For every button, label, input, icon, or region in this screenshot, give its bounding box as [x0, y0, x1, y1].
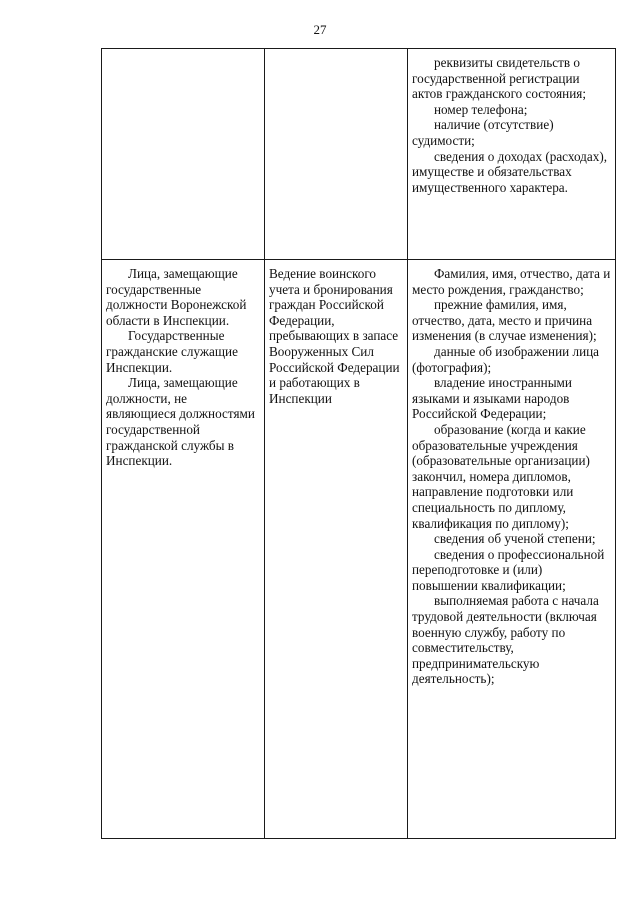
data-item: наличие (отсутствие) судимости;	[412, 117, 554, 148]
table-cell-purpose	[265, 260, 408, 839]
table-cell-purpose	[265, 49, 408, 260]
data-item: номер телефона;	[434, 101, 528, 117]
data-item: образование (когда и какие образовательные учреждения (образовательные организации) закончил, номера дипломов, направление подготовки или специальность по диплому, квалификация по диплому);	[412, 421, 590, 531]
subject-item: Лица, замещающие должности, не являющиеся должностями государственной гражданской службы в Инспекции.	[106, 375, 255, 469]
data-item: реквизиты свидетельств о государственной регистрации актов гражданского состояния;	[412, 55, 587, 102]
subject-item: Государственные гражданские служащие Инспекции.	[106, 328, 238, 375]
page-number: 27	[313, 22, 327, 37]
table-cell-subjects	[102, 49, 265, 260]
table-cell-subjects	[102, 260, 265, 839]
subject-item: Лица, замещающие государственные должности Воронежской области в Инспекции.	[106, 266, 247, 328]
data-item: выполняемая работа с начала трудовой деятельности (включая военную службу, работу по совместительству, предпринимательскую деятельность);	[412, 593, 599, 687]
data-item: прежние фамилия, имя, отчество, дата, место и причина изменения (в случае изменения);	[412, 297, 597, 344]
purpose-text: Ведение воинского учета и бронирования граждан Российской Федерации, пребывающих в запасе Вооруженных Сил Российской Федерации и работающих в Инспекции	[269, 266, 400, 406]
data-item: данные об изображении лица (фотография);	[412, 343, 600, 375]
data-item: сведения о профессиональной переподготовке и (или) повышении квалификации;	[412, 546, 605, 593]
table-row	[102, 260, 616, 839]
table-row	[102, 49, 616, 260]
table-cell-data-list	[408, 49, 616, 260]
data-item: владение иностранными языками и языками народов Российской Федерации;	[412, 375, 572, 422]
data-item: Фамилия, имя, отчество, дата и место рождения, гражданство;	[412, 266, 611, 297]
table-cell-data-list	[408, 260, 616, 839]
data-item: сведения об ученой степени;	[434, 531, 596, 547]
data-item: сведения о доходах (расходах), имуществе и обязательствах имущественного характера.	[412, 148, 608, 195]
document-table	[101, 48, 616, 839]
